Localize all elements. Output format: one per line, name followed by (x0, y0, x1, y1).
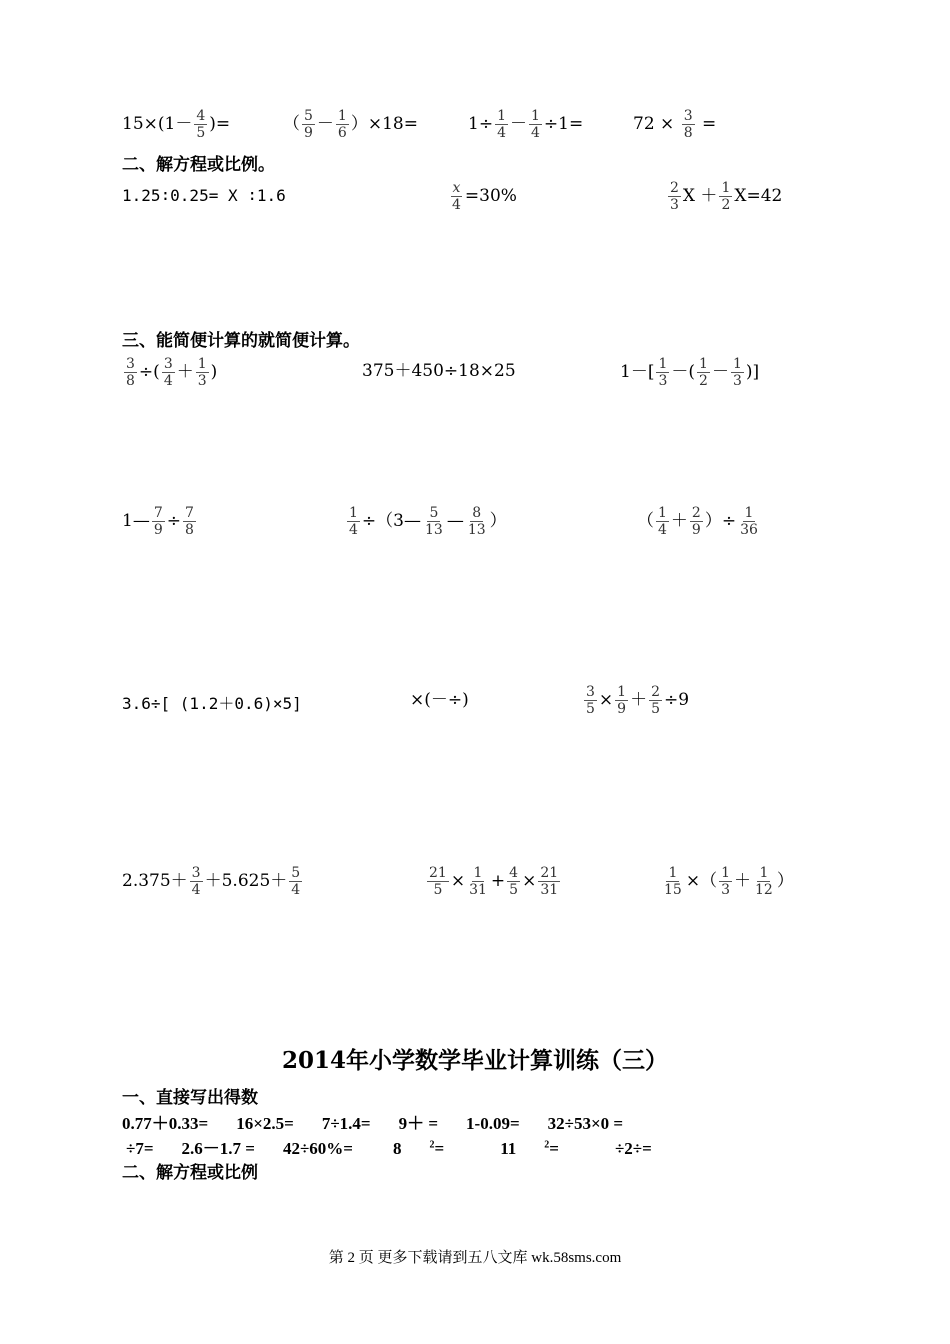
simplify-1c: 1－[ $\frac{1}{3}$ －( $\frac{1}{2}$ － $\frac{1}{3}$ )] (620, 356, 760, 389)
expr-4: 72 × $\frac{3}{8}$ = (633, 108, 717, 141)
quick-calc-row-1: 0.77＋0.33= 16×2.5= 7÷1.4= 9＋ = 1-0.09= 32÷53×0 = (122, 1114, 624, 1133)
simplify-2c: （ $\frac{1}{4}$ ＋ $\frac{2}{9}$ ）÷ $\frac{1}{36}$ (637, 505, 758, 538)
expr-2: （ $\frac{5}{9}$ － $\frac{1}{6}$ ）×18= (283, 108, 418, 141)
simplify-4c: $\frac{1}{15}$ ×（ $\frac{1}{3}$ ＋ $\frac{1}{12}$ ） (664, 865, 794, 898)
equation-ratio: 1.25∶0.25= X ∶1.6 (122, 186, 286, 205)
part1-heading: 一、直接写出得数 (122, 1088, 258, 1108)
simplify-2b: $\frac{1}{4}$ ÷（3— $\frac{5}{13}$ — $\frac{8}{13}$ ） (349, 505, 507, 538)
simplify-4a: 2.375＋ $\frac{3}{4}$ ＋5.625＋ $\frac{5}{4}$ (122, 865, 301, 898)
fraction: $\frac{4}{5}$ (196, 108, 206, 141)
part2-heading: 二、解方程或比例 (122, 1163, 258, 1183)
section-heading-simplify: 三、能简便计算的就简便计算。 (122, 331, 360, 351)
simplify-4b: $\frac{21}{5}$ × $\frac{1}{31}$ + $\frac{4}{5}$ × $\frac{21}{31}$ (429, 865, 559, 898)
equation-percent: $\frac{x}{4}$ =30% (452, 180, 517, 213)
page-title: 2014年小学数学毕业计算训练（三） (281, 1047, 668, 1074)
equation-x: $\frac{2}{3}$ X ＋ $\frac{1}{2}$ X=42 (670, 180, 783, 213)
simplify-1b: 375＋450÷18×25 (362, 361, 516, 381)
quick-calc-row-2: ÷7= 2.6－1.7 = 42÷60%= 8 $^2$= 11 $^2$= ÷2÷= (126, 1139, 652, 1158)
simplify-3c: $\frac{3}{5}$ × $\frac{1}{9}$ ＋ $\frac{2}{5}$ ÷9 (586, 684, 690, 717)
expr-1: 15×(1－ $\frac{4}{5}$ )= (122, 108, 231, 141)
page-footer: 第 2 页 更多下载请到五八文库 wk.58sms.com (328, 1250, 622, 1266)
simplify-3a: 3.6÷[ (1.2＋0.6)×5] (122, 694, 302, 713)
expr-3: 1÷ $\frac{1}{4}$ － $\frac{1}{4}$ ÷1= (468, 108, 584, 141)
simplify-1a: $\frac{3}{8}$ ÷( $\frac{3}{4}$ ＋ $\frac{1}{3}$ ) (126, 356, 218, 389)
simplify-3b: ×(－÷) (410, 690, 469, 710)
simplify-2a: 1— $\frac{7}{9}$ ÷ $\frac{7}{8}$ (122, 505, 194, 538)
section-heading-equations: 二、解方程或比例。 (122, 155, 275, 175)
